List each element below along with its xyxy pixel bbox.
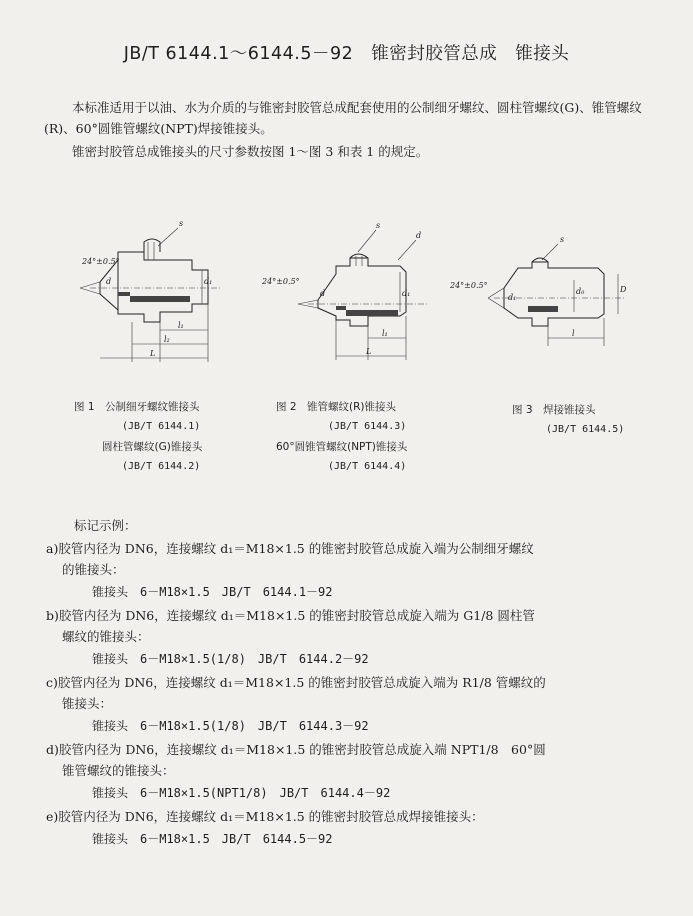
- figure-3-caption: [512, 400, 624, 440]
- fig3-label-D: D: [620, 285, 627, 294]
- example-a-text-1: a)胶管内径为 DN6，连接螺纹 d₁＝M18×1.5 的锥密封胶管总成旋入端为公制细牙螺纹: [46, 541, 534, 556]
- fig1-label-d1: d₁: [204, 277, 213, 286]
- example-e-marking: 锥接头 6－M18×1.5 JB/T 6144.5－92: [92, 832, 333, 846]
- fig3-label-d1: d₁: [508, 293, 517, 302]
- fig2-caption-line2: 60°圆锥管螺纹(NPT)锥接头: [276, 441, 408, 453]
- example-e-text-1: e)胶管内径为 DN6，连接螺纹 d₁＝M18×1.5 的锥密封胶管总成焊接锥接头：: [46, 809, 484, 824]
- fig3-caption-line1: 图 3 焊接锥接头: [512, 404, 596, 416]
- example-c-text-2: 锥接头：: [62, 696, 113, 711]
- figure-2-caption: [276, 397, 407, 477]
- fig2-caption-line1: 图 2 锥管螺纹(R)锥接头: [276, 401, 397, 413]
- fig2-label-d1: d₁: [402, 289, 411, 298]
- fig2-code-line2: (JB/T 6144.4): [328, 461, 407, 472]
- fig1-label-d: d: [106, 277, 112, 286]
- fig3-code-line1: (JB/T 6144.5): [546, 424, 625, 435]
- fig1-code-line1: (JB/T 6144.1): [122, 421, 201, 432]
- fig3-label-s: s: [560, 235, 565, 244]
- examples-heading: 标记示例：: [74, 518, 137, 533]
- intro-paragraph-1: 本标准适用于以油、水为介质的与锥密封胶管总成配套使用的公制细牙螺纹、圆柱管螺纹(G)、锥管螺纹(R)、60°圆锥管螺纹(NPT)焊接锥接头。: [44, 100, 642, 136]
- fig2-label-d-left: d: [320, 289, 326, 298]
- fig3-angle-label: 24°±0.5°: [450, 281, 488, 290]
- fig3-label-d0: d₀: [576, 287, 585, 296]
- figure-3-drawing: [448, 222, 638, 352]
- example-c-text-1: c)胶管内径为 DN6，连接螺纹 d₁＝M18×1.5 的锥密封胶管总成旋入端为 R1/8 管螺纹的: [46, 675, 546, 690]
- fig2-label-L: L: [366, 347, 372, 356]
- page-title: JB/T 6144.1～6144.5－92 锥密封胶管总成 锥接头: [123, 44, 570, 64]
- example-b-text-1: b)胶管内径为 DN6，连接螺纹 d₁＝M18×1.5 的锥密封胶管总成旋入端为 G1/8 圆柱管: [46, 608, 535, 623]
- example-a-marking: 锥接头 6－M18×1.5 JB/T 6144.1－92: [92, 585, 333, 599]
- example-b-marking: 锥接头 6－M18×1.5(1/8) JB/T 6144.2－92: [92, 652, 369, 666]
- figure-2-drawing: [258, 212, 458, 382]
- fig1-angle-label: 24°±0.5°: [82, 257, 120, 266]
- example-a-text-2: 的锥接头：: [62, 562, 125, 577]
- figure-1-caption: [74, 397, 202, 477]
- example-d-text-1: d)胶管内径为 DN6，连接螺纹 d₁＝M18×1.5 的锥密封胶管总成旋入端 NPT1/8 60°圆: [46, 742, 546, 757]
- fig2-code-line1: (JB/T 6144.3): [328, 421, 407, 432]
- fig2-label-l1: l₁: [382, 329, 388, 338]
- fig1-caption-line1: 图 1 公制细牙螺纹锥接头: [74, 401, 200, 413]
- intro-paragraph-2: 锥密封胶管总成锥接头的尺寸参数按图 1～图 3 和表 1 的规定。: [72, 144, 429, 159]
- fig1-label-l1: l₁: [178, 321, 184, 330]
- example-d-text-2: 锥管螺纹的锥接头：: [62, 763, 175, 778]
- fig3-label-l: l: [572, 329, 575, 338]
- example-b-text-2: 螺纹的锥接头：: [62, 629, 150, 644]
- fig1-label-s: s: [179, 219, 184, 228]
- example-d-marking: 锥接头 6－M18×1.5(NPT1/8) JB/T 6144.4－92: [92, 786, 391, 800]
- example-c-marking: 锥接头 6－M18×1.5(1/8) JB/T 6144.3－92: [92, 719, 369, 733]
- figure-1-drawing: [60, 212, 250, 372]
- fig2-label-d: d: [416, 231, 422, 240]
- fig1-label-L: L: [150, 349, 156, 358]
- fig2-label-s: s: [376, 221, 381, 230]
- fig1-code-line2: (JB/T 6144.2): [122, 461, 201, 472]
- fig1-caption-line2: 圆柱管螺纹(G)锥接头: [102, 441, 203, 453]
- fig1-label-l2: l₂: [164, 335, 170, 344]
- fig2-angle-label: 24°±0.5°: [262, 277, 300, 286]
